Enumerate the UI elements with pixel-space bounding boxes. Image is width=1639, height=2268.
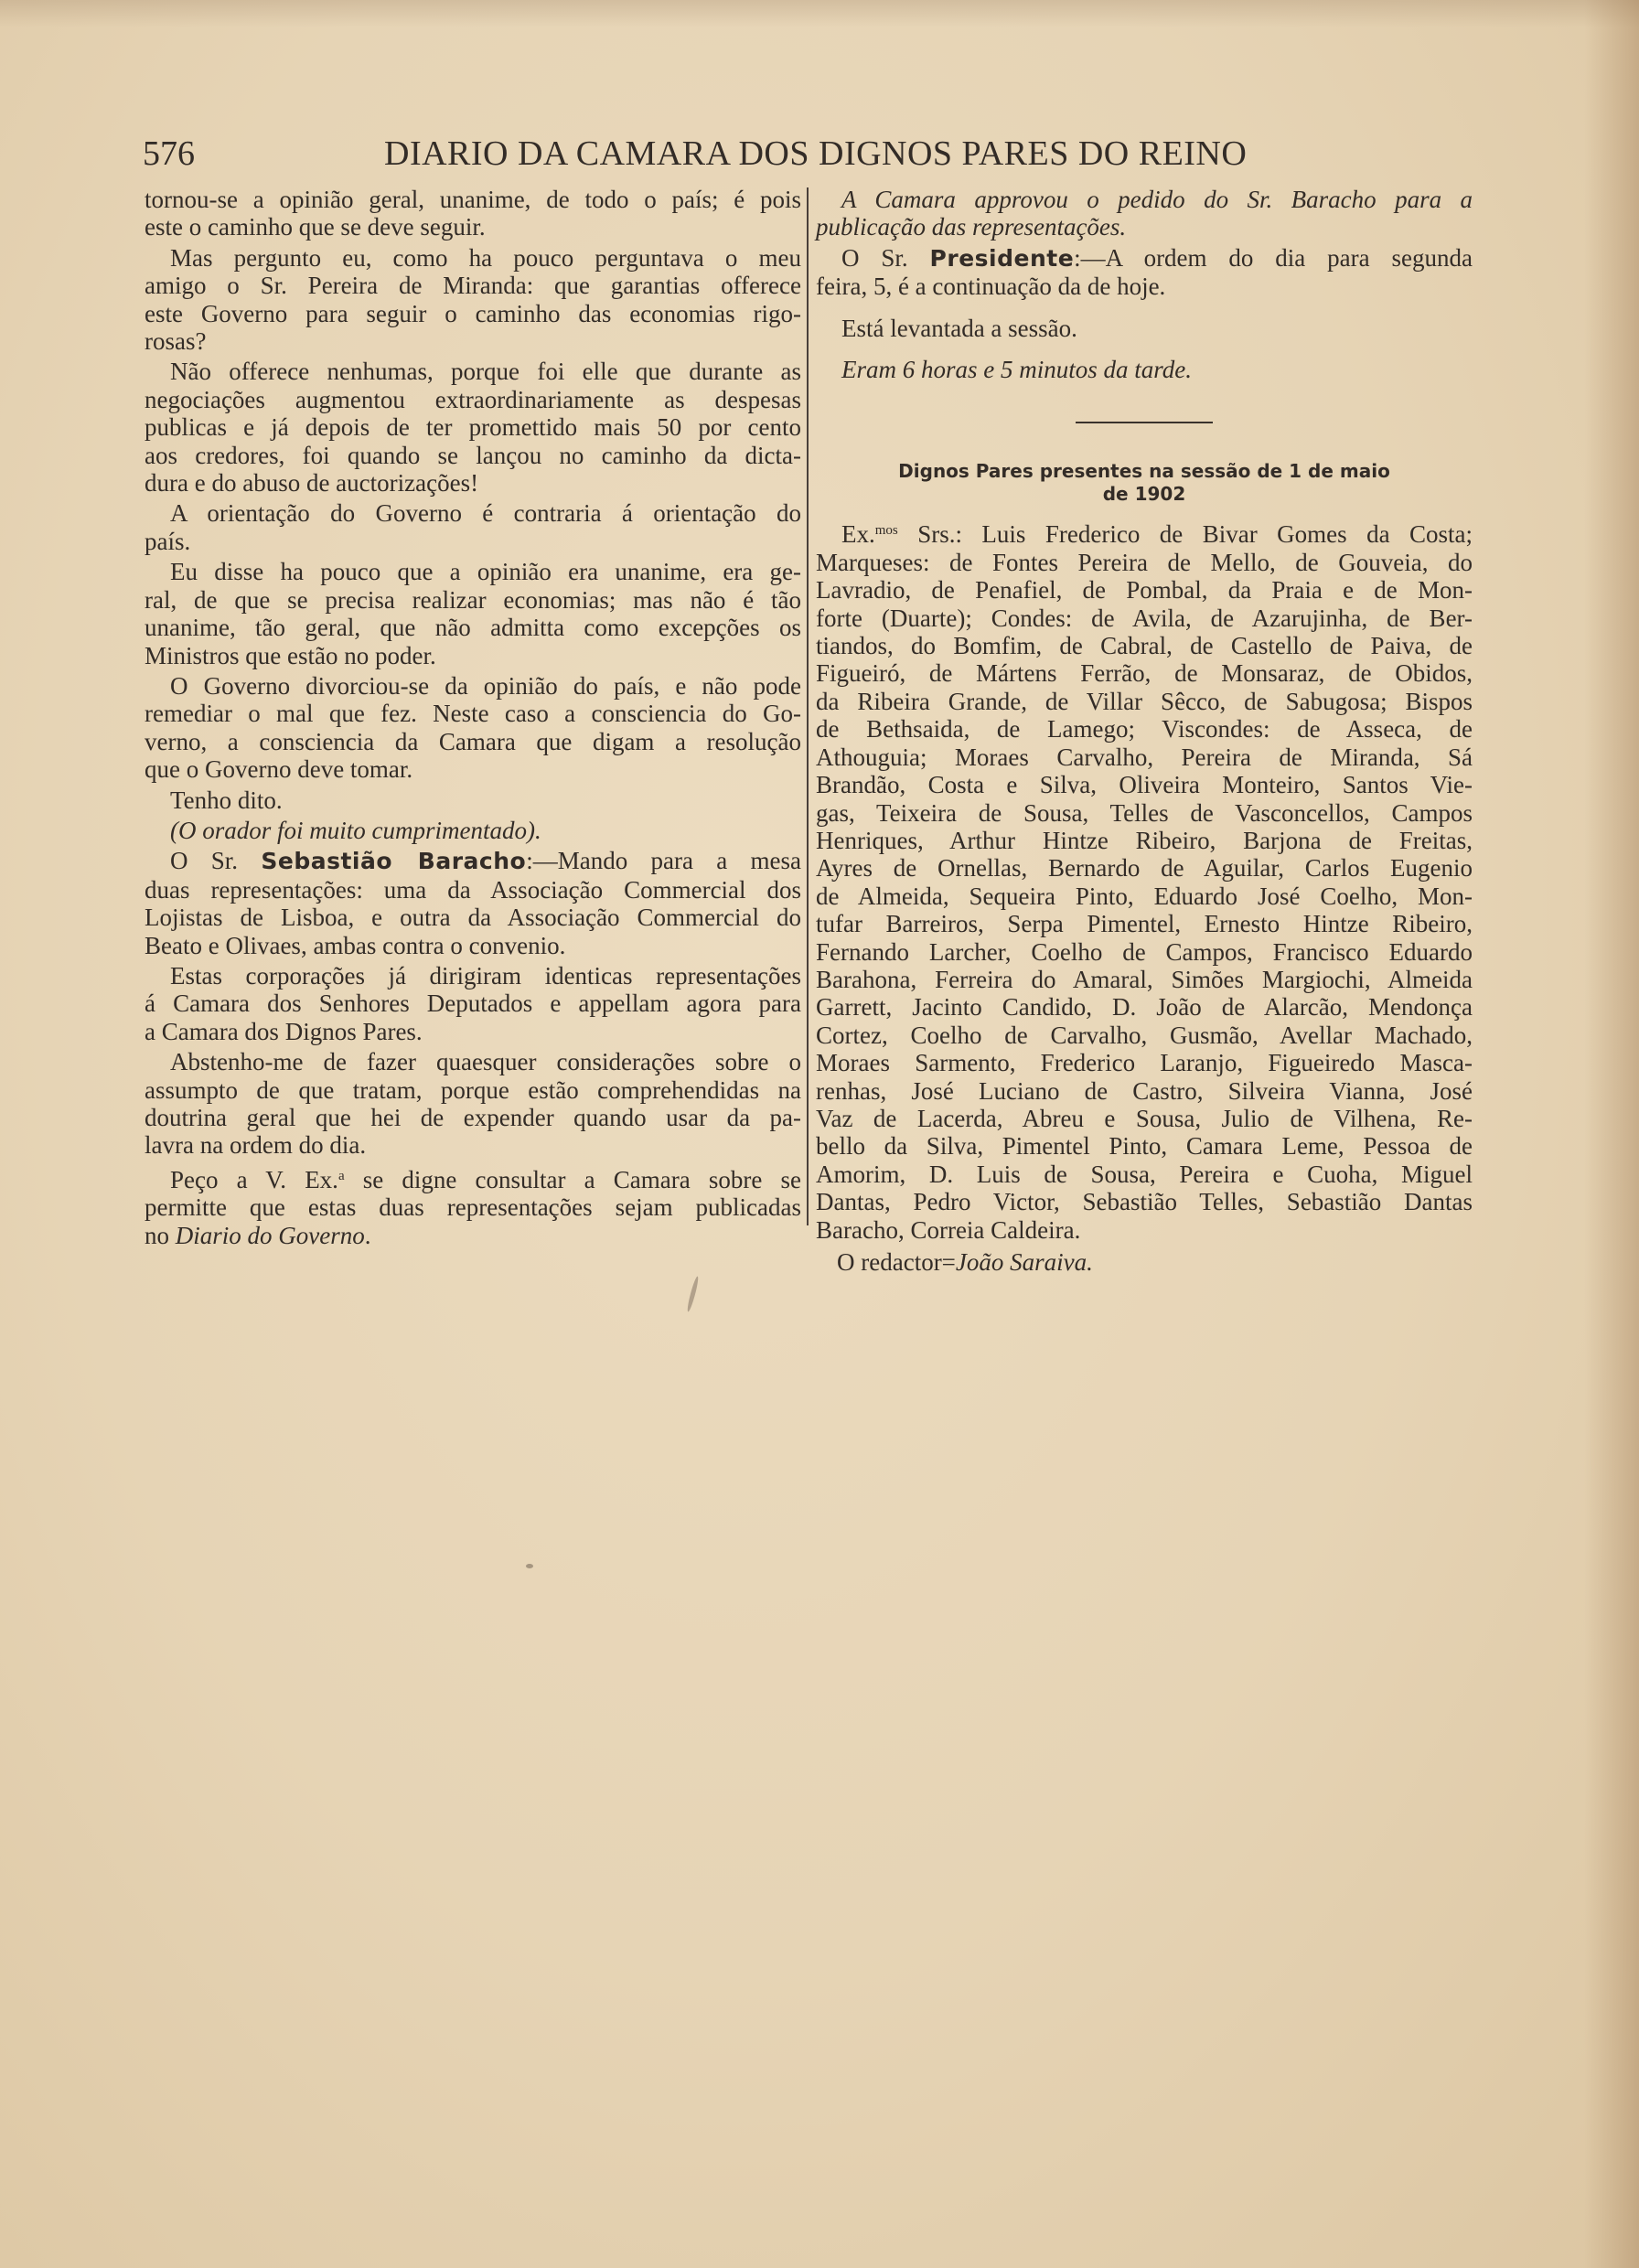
text-line bbox=[145, 1048, 801, 1075]
text-line bbox=[145, 586, 801, 614]
text-line bbox=[145, 558, 801, 585]
attendance-list bbox=[816, 517, 1473, 1244]
text-segment: que o Governo deve tomar. bbox=[145, 755, 413, 784]
text-line bbox=[816, 688, 1473, 715]
text-segment: Brandão, Costa e Silva, Oliveira Monteiro, Santos Vie- bbox=[816, 771, 1473, 799]
text-line bbox=[145, 847, 801, 875]
text-segment: Dantas, Pedro Victor, Sebastião Telles, Sebastião Dantas bbox=[816, 1188, 1473, 1216]
session-close-section bbox=[816, 186, 1473, 383]
text-line bbox=[145, 528, 801, 555]
text-line bbox=[145, 932, 801, 959]
text-line bbox=[145, 413, 801, 441]
text-line bbox=[145, 755, 801, 783]
text-segment: Não offerece nenhumas, porque foi elle que durante as bbox=[170, 358, 801, 386]
text-line bbox=[145, 358, 801, 385]
text-segment: Peço a V. Ex. bbox=[170, 1165, 338, 1193]
text-segment: Vaz de Lacerda, Abreu e Sousa, Julio de Vilhena, Re- bbox=[816, 1104, 1473, 1132]
italic-text: Diario do Governo bbox=[175, 1221, 365, 1249]
text-segment: Beato e Olivaes, ambas contra o convenio. bbox=[145, 931, 566, 959]
text-line bbox=[816, 549, 1473, 576]
text-line bbox=[145, 213, 801, 241]
text-segment: duas representações: uma da Associação Commercial dos bbox=[145, 875, 801, 904]
text-segment: permitte que estas duas representações sejam publicadas bbox=[145, 1193, 801, 1222]
italic-text: (O orador foi muito cumprimentado). bbox=[170, 816, 541, 844]
text-line bbox=[816, 744, 1473, 771]
paragraph bbox=[145, 499, 801, 555]
text-segment: tiandos, do Bomfim, de Cabral, de Castello de Paiva, de bbox=[816, 632, 1473, 660]
text-segment: feira, 5, é a continuação da de hoje. bbox=[816, 273, 1166, 301]
paragraph bbox=[145, 786, 801, 814]
paragraph bbox=[145, 1048, 801, 1160]
text-line bbox=[816, 659, 1473, 687]
text-segment: forte (Duarte); Condes: de Avila, de Azarujinha, de Ber- bbox=[816, 604, 1473, 632]
text-line bbox=[145, 876, 801, 904]
attendance-heading bbox=[816, 460, 1473, 506]
text-segment: Barahona, Ferreira do Amaral, Simões Margiochi, Almeida bbox=[816, 965, 1473, 993]
paragraph-spacer bbox=[816, 345, 1473, 356]
text-segment: Ex. bbox=[841, 520, 875, 549]
text-line bbox=[816, 771, 1473, 798]
text-segment: verno, a consciencia da Camara que digam a resolução bbox=[145, 727, 801, 755]
text-segment: de Bethsaida, de Lamego; Viscondes: de Asseca, de bbox=[816, 715, 1473, 744]
attendance-heading-line2: de 1902 bbox=[1102, 483, 1186, 506]
text-segment: Fernando Larcher, Coelho de Campos, Francisco Eduardo bbox=[816, 937, 1473, 966]
text-segment: amigo o Sr. Pereira de Miranda: que garantias offerece bbox=[145, 272, 801, 300]
text-segment: Ayres de Ornellas, Bernardo de Aguilar, Carlos Eugenio bbox=[816, 854, 1473, 883]
text-segment: á Camara dos Senhores Deputados e appellam agora para bbox=[145, 990, 801, 1018]
text-segment: dura e do abuso de auctorizações! bbox=[145, 469, 479, 497]
text-line bbox=[816, 993, 1473, 1021]
text-line bbox=[816, 517, 1473, 548]
text-line bbox=[816, 244, 1473, 273]
text-line bbox=[145, 990, 801, 1017]
text-line bbox=[816, 315, 1473, 342]
text-line bbox=[145, 244, 801, 272]
text-line bbox=[145, 272, 801, 299]
text-segment: no bbox=[145, 1221, 176, 1249]
text-segment: Amorim, D. Luis de Sousa, Pereira e Cuoha, Miguel bbox=[816, 1160, 1473, 1188]
text-segment: publicas e já depois de ter promettido mais 50 por cento bbox=[145, 413, 801, 442]
text-line bbox=[816, 186, 1473, 213]
text-segment: da Ribeira Grande, de Villar Sêcco, de Sabugosa; Bispos bbox=[816, 687, 1473, 715]
redactor-label: O redactor= bbox=[837, 1248, 956, 1276]
text-segment: unanime, tão geral, que não admitta como excepções os bbox=[145, 614, 801, 642]
text-segment: Baracho, Correia Caldeira. bbox=[816, 1215, 1081, 1244]
redactor-signature bbox=[837, 1248, 1093, 1277]
paragraph bbox=[145, 672, 801, 784]
text-line bbox=[145, 442, 801, 469]
text-line bbox=[145, 614, 801, 641]
page-title: DIARIO DA CAMARA DOS DIGNOS PARES DO REINO bbox=[384, 134, 1248, 173]
text-segment: Moraes Sarmento, Frederico Laranjo, Figueiredo Masca- bbox=[816, 1049, 1473, 1077]
italic-text: Eram 6 horas e 5 minutos da tarde. bbox=[841, 356, 1192, 384]
superscript: mos bbox=[874, 523, 898, 539]
text-line bbox=[145, 904, 801, 931]
speaker-name: Presidente bbox=[929, 244, 1075, 272]
text-segment: Lavradio, de Penafiel, de Pombal, da Praia e de Mon- bbox=[816, 576, 1473, 604]
text-segment: renhas, José Luciano de Castro, Silveira Vianna, José bbox=[816, 1076, 1473, 1105]
text-segment: Srs.: Luis Frederico de Bivar Gomes da Costa; bbox=[897, 520, 1473, 549]
text-line bbox=[816, 1049, 1473, 1076]
text-line bbox=[145, 786, 801, 814]
page-top-shadow bbox=[0, 0, 1639, 27]
paragraph bbox=[816, 315, 1473, 342]
text-line bbox=[816, 1077, 1473, 1105]
paper-blemish bbox=[686, 1276, 700, 1312]
text-line bbox=[145, 386, 801, 413]
text-line bbox=[145, 1222, 801, 1249]
text-segment: Marqueses: de Fontes Pereira de Mello, de Gouveia, do bbox=[816, 548, 1473, 576]
text-segment: negociações augmentou extraordinariamente as despesas bbox=[145, 385, 801, 413]
text-line bbox=[816, 938, 1473, 966]
text-line bbox=[145, 300, 801, 327]
text-segment: se digne consultar a Camara sobre se bbox=[344, 1165, 801, 1193]
text-line bbox=[145, 728, 801, 755]
text-line bbox=[145, 642, 801, 669]
text-line bbox=[145, 672, 801, 700]
superscript: a bbox=[337, 1168, 345, 1183]
text-segment: Tenho dito. bbox=[170, 786, 283, 814]
text-segment: ral, de que se precisa realizar economias; mas não é tão bbox=[145, 585, 801, 614]
text-segment: tufar Barreiros, Serpa Pimentel, Ernesto Hintze Ribeiro, bbox=[816, 910, 1473, 938]
text-line bbox=[816, 576, 1473, 604]
text-line bbox=[816, 1216, 1473, 1244]
text-segment: lavra na ordem do dia. bbox=[145, 1131, 367, 1160]
text-segment: Eu disse ha pouco que a opinião era unanime, era ge- bbox=[170, 558, 801, 586]
text-segment: este Governo para seguir o caminho das economias rigo- bbox=[145, 299, 801, 327]
page-edge-shadow bbox=[1584, 0, 1639, 2268]
text-line bbox=[816, 883, 1473, 910]
text-line bbox=[816, 1161, 1473, 1188]
right-column bbox=[816, 186, 1473, 1246]
text-segment: de Almeida, Sequeira Pinto, Eduardo José Coelho, Mon- bbox=[816, 882, 1473, 910]
text-line bbox=[816, 1022, 1473, 1049]
text-line bbox=[145, 1104, 801, 1131]
text-segment: a Camara dos Dignos Pares. bbox=[145, 1017, 423, 1045]
text-segment: A orientação do Governo é contraria á orientação do bbox=[170, 499, 801, 528]
paragraph bbox=[145, 358, 801, 497]
redactor-name: João Saraiva. bbox=[955, 1248, 1093, 1276]
text-line bbox=[816, 854, 1473, 882]
text-line bbox=[145, 1193, 801, 1221]
text-segment: . bbox=[364, 1221, 371, 1249]
paragraph bbox=[145, 847, 801, 959]
text-line bbox=[816, 213, 1473, 241]
text-line bbox=[816, 356, 1473, 383]
paragraph bbox=[816, 244, 1473, 301]
speaker-name: Sebastião Baracho bbox=[261, 848, 527, 875]
attendance-heading-line1: Dignos Pares presentes na sessão de 1 de maio bbox=[898, 460, 1390, 483]
paragraph bbox=[145, 817, 801, 844]
paragraph bbox=[816, 186, 1473, 241]
paragraph-spacer bbox=[816, 304, 1473, 315]
text-segment: Athouguia; Moraes Carvalho, Pereira de Miranda, Sá bbox=[816, 743, 1473, 771]
text-line bbox=[816, 910, 1473, 937]
text-segment: Garrett, Jacinto Candido, D. João de Alarcão, Mendonça bbox=[816, 993, 1473, 1022]
text-segment: doutrina geral que hei de expender quando usar da pa- bbox=[145, 1104, 801, 1131]
text-line bbox=[816, 632, 1473, 659]
text-segment: Lojistas de Lisboa, e outra da Associação Commercial do bbox=[145, 904, 801, 932]
text-segment: Figueiró, de Mártens Ferrão, de Monsaraz, de Obidos, bbox=[816, 659, 1473, 688]
text-segment: Estas corporações já dirigiram identicas representações bbox=[170, 961, 801, 990]
text-segment: O Governo divorciou-se da opinião do país, e não pode bbox=[170, 671, 801, 700]
text-line bbox=[145, 499, 801, 527]
paper-blemish bbox=[526, 1564, 533, 1568]
text-line bbox=[145, 1018, 801, 1045]
paragraph bbox=[145, 244, 801, 356]
paragraph bbox=[145, 962, 801, 1045]
text-segment: este o caminho que se deve seguir. bbox=[145, 213, 486, 241]
paragraph bbox=[145, 1162, 801, 1249]
text-line bbox=[816, 1188, 1473, 1215]
text-line bbox=[816, 966, 1473, 993]
text-segment: Abstenho-me de fazer quaesquer considerações sobre o bbox=[170, 1048, 801, 1076]
text-line bbox=[145, 1162, 801, 1193]
text-segment: país. bbox=[145, 527, 191, 555]
text-segment: Está levantada a sessão. bbox=[841, 314, 1077, 342]
text-line bbox=[145, 817, 801, 844]
text-line bbox=[816, 799, 1473, 827]
text-segment: :—Mando para a mesa bbox=[526, 847, 801, 875]
text-line bbox=[145, 962, 801, 990]
text-segment: bello da Silva, Pimentel Pinto, Camara Leme, Pessoa de bbox=[816, 1132, 1473, 1161]
italic-text: publicação das representações. bbox=[816, 213, 1127, 241]
left-column bbox=[145, 186, 801, 1252]
text-segment: aos credores, foi quando se lançou no caminho da dicta- bbox=[145, 441, 801, 469]
text-segment: Henriques, Arthur Hintze Ribeiro, Barjona de Freitas, bbox=[816, 826, 1473, 854]
text-line bbox=[816, 827, 1473, 854]
italic-text: A Camara approvou o pedido do Sr. Baracho para a bbox=[841, 186, 1473, 213]
text-line bbox=[816, 604, 1473, 632]
text-segment: Mas pergunto eu, como ha pouco perguntava o meu bbox=[170, 243, 801, 272]
text-segment: assumpto de que tratam, porque estão comprehendidas na bbox=[145, 1075, 801, 1104]
text-line bbox=[145, 469, 801, 497]
text-line bbox=[816, 1132, 1473, 1160]
text-segment: remediar o mal que fez. Neste caso a consciencia do Go- bbox=[145, 700, 801, 728]
paragraph bbox=[816, 356, 1473, 383]
text-segment: O Sr. bbox=[841, 243, 930, 272]
paragraph bbox=[145, 558, 801, 669]
text-segment: tornou-se a opinião geral, unanime, de todo o país; é pois bbox=[145, 186, 801, 213]
text-line bbox=[145, 327, 801, 355]
text-segment: rosas? bbox=[145, 327, 207, 356]
text-line bbox=[145, 186, 801, 213]
paragraph bbox=[145, 186, 801, 241]
text-line bbox=[145, 700, 801, 727]
text-segment: Ministros que estão no poder. bbox=[145, 641, 436, 669]
text-line bbox=[816, 1105, 1473, 1132]
text-segment: Cortez, Coelho de Carvalho, Gusmão, Avellar Machado, bbox=[816, 1021, 1473, 1049]
text-line bbox=[816, 273, 1473, 300]
section-divider-rule bbox=[1076, 422, 1213, 423]
text-segment: gas, Teixeira de Sousa, Telles de Vasconcellos, Campos bbox=[816, 798, 1473, 827]
paragraph bbox=[816, 517, 1473, 1244]
text-line bbox=[145, 1131, 801, 1159]
page-number: 576 bbox=[143, 134, 195, 173]
text-segment: :—A ordem do dia para segunda bbox=[1074, 243, 1473, 272]
text-segment: O Sr. bbox=[170, 847, 262, 875]
text-line bbox=[816, 715, 1473, 743]
column-divider bbox=[807, 187, 809, 1225]
text-line bbox=[145, 1076, 801, 1104]
